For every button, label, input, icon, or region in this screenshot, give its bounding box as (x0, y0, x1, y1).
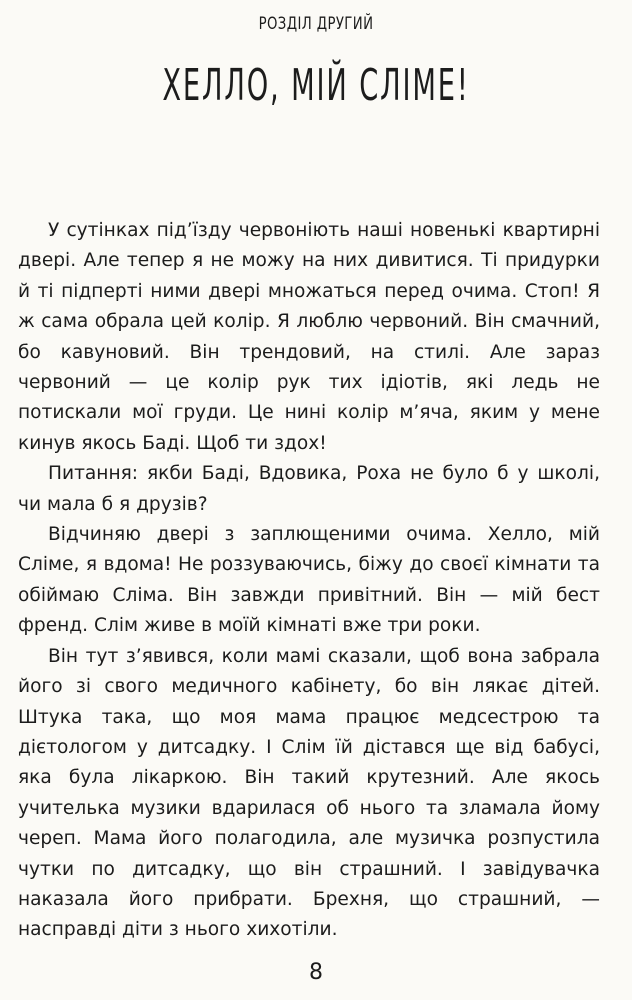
chapter-label: РОЗДІЛ ДРУГИЙ (258, 14, 374, 34)
paragraph: Він тут з’явився, коли мамі сказали, щоб вона забрала його зі свого медичного кабінету, бо він лякає дітей. Штука така, що моя мама працює медсестрою та дієтологом у дитсадку. І Слім їй дістався ще від бабусі, яка була лікаркою. Він такий крутезний. Але якось учителька музики вдарилася об нього та зламала йому череп. Мама його полагодила, але музичка розпустила чутки по дитсадку, що він страшний. І завідувачка наказала його прибрати. Брехня, що страшний, — насправді діти з нього хихотіли. (18, 645, 600, 941)
paragraph: Питання: якби Баді, Вдовика, Роха не було б у школі, чи мала б я друзів? (18, 463, 600, 515)
chapter-title: ХЕЛЛО, МІЙ СЛІМЕ! (162, 60, 470, 111)
page-number: 8 (309, 960, 323, 985)
paragraph: Відчиняю двері з заплющеними очима. Хелло, мій Сліме, я вдома! Не роззуваючись, біжу до своєї кімнати та обіймаю Сліма. Він завжди привітний. Він — мій бест френд. Слім живе в моїй кімнаті вже три роки. (18, 524, 600, 637)
body-text (18, 216, 600, 946)
paragraph: У сутінках під’їзду червоніють наші новенькі квартирні двері. Але тепер я не можу на них дивитися. Ті придурки й ті підперті ними двері множаться перед очима. Стоп! Я ж сама обрала цей колір. Я люблю червоний. Він смачний, бо кавуновий. Він трендовий, на стилі. Але зараз червоний — це колір рук тих ідіотів, які ледь не потискали мої груди. Це нині колір м’яча, яким у мене кинув якось Баді. Щоб ти здох! (18, 220, 600, 454)
